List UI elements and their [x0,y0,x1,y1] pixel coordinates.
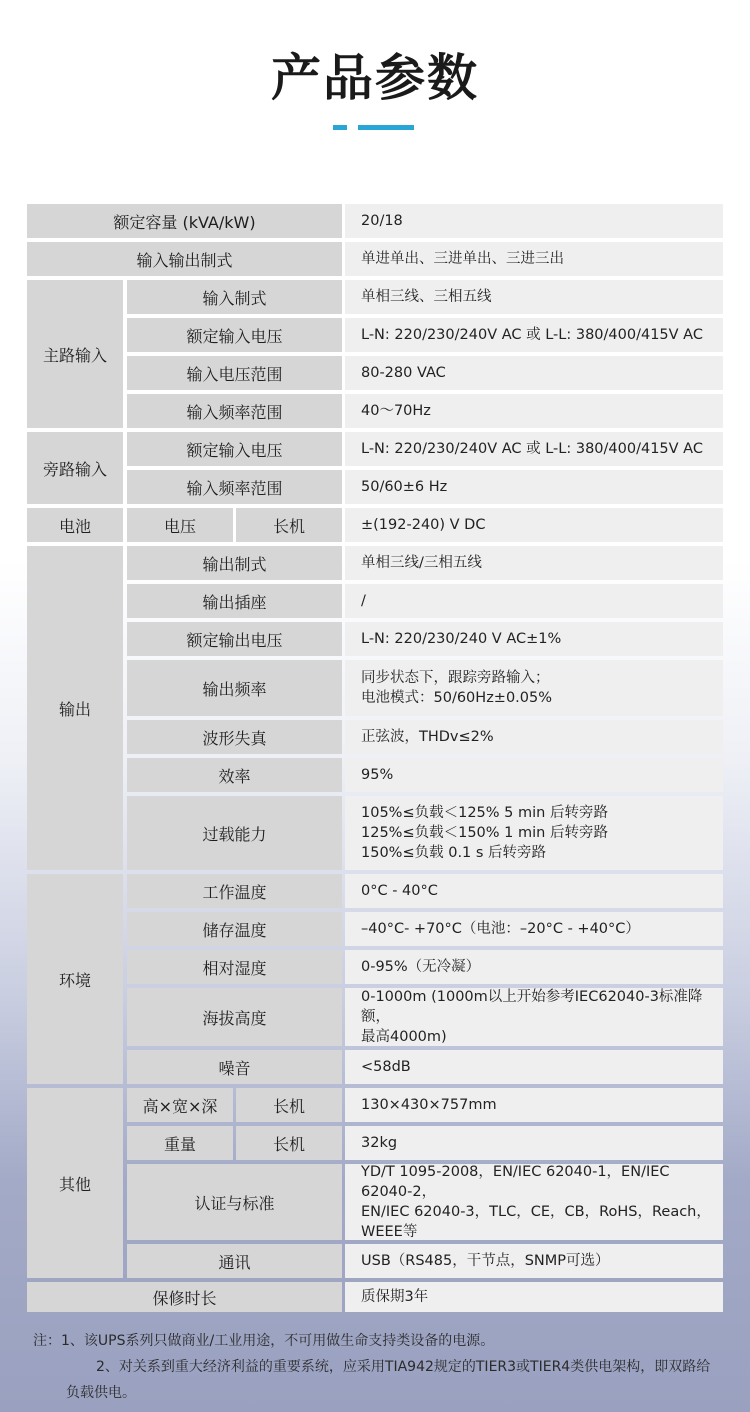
param-label-text: 主路输入 [42,345,107,365]
param-value [345,720,723,754]
param-label-text: 通讯 [218,1252,251,1272]
param-label-text: 环境 [58,970,91,990]
param-label [127,874,342,908]
param-value [345,394,723,428]
param-value [345,432,723,466]
param-label [27,204,342,238]
param-label-text: 波形失真 [202,728,267,748]
param-value-text: USB（RS485，干节点，SNMP可选） [361,1253,610,1269]
param-value [345,1164,723,1240]
param-value-text: 32kg [361,1135,398,1151]
param-label-text: 旁路输入 [42,459,107,479]
param-value-text: 130×430×757mm [361,1097,497,1113]
param-label [127,584,342,618]
param-label [27,1282,342,1312]
param-value-text: 0-1000m (1000m以上开始参考IEC62040-3标准降额， 最高4000m) [361,989,703,1045]
param-value-text: 20/18 [361,213,403,229]
param-label [236,508,342,542]
param-value [345,988,723,1046]
param-value [345,1126,723,1160]
param-value-text: YD/T 1095-2008，EN/IEC 62040-1，EN/IEC 62040-2， EN/IEC 62040-3，TLC，CE，CB，RoHS，Reach， WEEE等 [361,1164,711,1240]
param-label [127,318,342,352]
param-value-text: 95% [361,767,394,783]
param-value [345,356,723,390]
param-label-text: 电压 [163,516,196,536]
param-label-text: 额定输入电压 [186,440,283,460]
param-value [345,950,723,984]
param-label [127,432,342,466]
param-label [27,546,123,870]
param-value [345,796,723,870]
param-label-text: 输入电压范围 [186,364,283,384]
param-value-text: 质保期3年 [361,1289,429,1305]
param-value [345,546,723,580]
param-value-text: ±(192-240) V DC [361,517,486,533]
param-value [345,584,723,618]
param-value-text: 单进单出、三进单出、三进三出 [361,251,564,267]
param-value-text: L-N: 220/230/240 V AC±1% [361,631,562,647]
param-value-text: 单相三线、三相五线 [361,289,492,305]
note-1: 注：1、该UPS系列只做商业/工业用途，不可用做生命支持类设备的电源。 [33,1333,495,1349]
param-label-text: 过载能力 [202,824,267,844]
param-label [236,1088,342,1122]
param-value [345,1244,723,1278]
param-label-text: 重量 [163,1134,196,1154]
param-label-text: 海拔高度 [202,1008,267,1028]
param-value-text: 0-95%（无冷凝） [361,959,481,975]
param-value [345,912,723,946]
param-label-text: 工作温度 [202,882,267,902]
param-label [127,912,342,946]
param-label-text: 输出插座 [202,592,267,612]
param-label-text: 噪音 [218,1058,251,1078]
param-label-text: 输出频率 [202,679,267,699]
param-label [127,1164,342,1240]
param-value-text: 105%≤负载＜125% 5 min 后转旁路 125%≤负载＜150% 1 min 后转旁路 150%≤负载 0.1 s 后转旁路 [361,805,608,861]
param-label-text: 额定容量 (kVA/kW) [113,212,256,232]
param-label [127,796,342,870]
param-label-text: 储存温度 [202,920,267,940]
param-value [345,508,723,542]
param-value [345,318,723,352]
param-label-text: 效率 [218,766,251,786]
param-label [127,394,342,428]
param-value [345,622,723,656]
param-label-text: 认证与标准 [194,1193,275,1213]
param-label [127,720,342,754]
param-label-text: 长机 [272,516,305,536]
param-label-text: 长机 [272,1096,305,1116]
param-value [345,1088,723,1122]
param-label-text: 输入输出制式 [136,250,233,270]
param-value [345,470,723,504]
param-label [127,280,342,314]
param-value-text: <58dB [361,1059,411,1075]
param-value-text: 正弦波，THDv≤2% [361,729,494,745]
notes [33,1328,723,1406]
param-value-text: / [361,593,366,609]
param-label-text: 相对湿度 [202,958,267,978]
param-label-text: 输入频率范围 [186,478,283,498]
param-label [27,432,123,504]
param-value [345,280,723,314]
param-label [127,1050,342,1084]
param-label [27,280,123,428]
param-value [345,242,723,276]
param-label [127,356,342,390]
param-value-text: 同步状态下，跟踪旁路输入； 电池模式：50/60Hz±0.05% [361,670,553,706]
param-value-text: 80-280 VAC [361,365,446,381]
param-label [236,1126,342,1160]
param-value-text: 50/60±6 Hz [361,479,448,495]
param-value [345,204,723,238]
param-label [127,1126,233,1160]
param-label-text: 保修时长 [152,1288,217,1308]
param-label [27,242,342,276]
param-label [27,1088,123,1278]
param-label-text: 高×宽×深 [142,1096,218,1116]
param-label [27,874,123,1084]
param-label-text: 其他 [58,1174,91,1194]
param-label [27,508,123,542]
param-label [127,758,342,792]
param-value-text: 0°C - 40°C [361,883,438,899]
param-value-text: 单相三线/三相五线 [361,555,482,571]
param-label-text: 额定输入电压 [186,326,283,346]
param-label-text: 输出制式 [202,554,267,574]
param-label-text: 输出 [58,699,91,719]
param-label [127,508,233,542]
param-label [127,1088,233,1122]
param-label [127,660,342,716]
param-value-text: L-N: 220/230/240V AC 或 L-L: 380/400/415V AC [361,441,703,457]
param-value [345,758,723,792]
param-value [345,874,723,908]
param-value-text: 40～70Hz [361,403,431,419]
param-value [345,1050,723,1084]
param-label-text: 额定输出电压 [186,630,283,650]
param-value [345,1282,723,1312]
param-value [345,660,723,716]
param-label [127,1244,342,1278]
page-title: 产品参数 [271,49,479,107]
param-label-text: 长机 [272,1134,305,1154]
param-label-text: 电池 [58,516,91,536]
param-label [127,546,342,580]
param-label [127,950,342,984]
note-2: 2、对关系到重大经济利益的重要系统，应采用TIA942规定的TIER3或TIER4类供电架构，即双路给负载供电。 [66,1359,711,1401]
param-value-text: –40°C- +70°C（电池：–20°C - +40°C） [361,921,640,937]
param-value-text: L-N: 220/230/240V AC 或 L-L: 380/400/415V AC [361,327,703,343]
param-label-text: 输入频率范围 [186,402,283,422]
param-label-text: 输入制式 [202,288,267,308]
param-label [127,622,342,656]
param-label [127,988,342,1046]
param-label [127,470,342,504]
